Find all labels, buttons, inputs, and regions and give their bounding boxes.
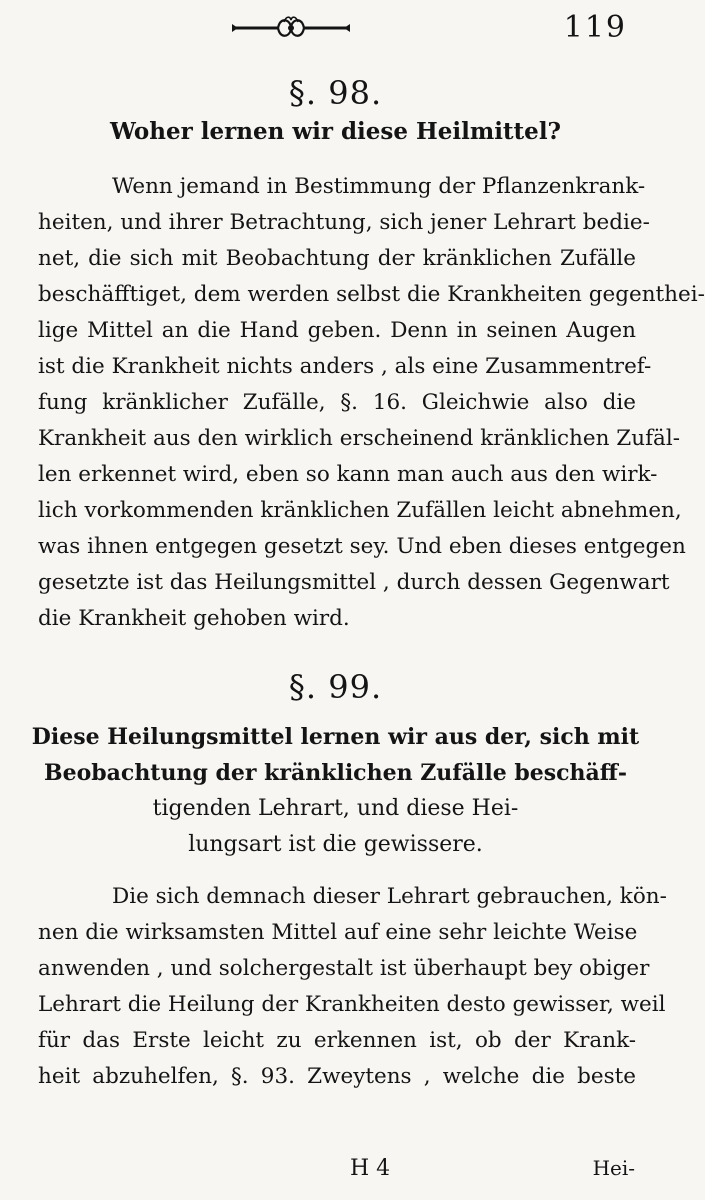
text-line: lige Mittel an die Hand geben. Denn in seinen Augen: [38, 318, 636, 343]
page-number: 119: [563, 10, 627, 45]
section-99-heading-line: tigenden Lehrart, und diese Hei-: [152, 796, 519, 821]
text-line: Krankheit aus den wirklich erscheinend kränklichen Zufäl-: [38, 426, 680, 451]
text-line: gesetzte ist das Heilungsmittel , durch dessen Gegenwart: [38, 570, 670, 595]
section-98-mark: §. 98.: [288, 74, 383, 112]
section-98-heading: Woher lernen wir diese Heilmittel?: [109, 118, 562, 145]
text-line: heiten, und ihrer Betrachtung, sich jener Lehrart bedie-: [38, 210, 650, 235]
text-line: die Krankheit gehoben wird.: [38, 606, 350, 631]
section-99-mark: §. 99.: [288, 668, 383, 706]
section-99-heading-line: Diese Heilungsmittel lernen wir aus der, sich mit: [31, 724, 640, 750]
text-line: heit abzuhelfen, §. 93. Zweytens , welche die beste: [38, 1064, 636, 1089]
text-line: ist die Krankheit nichts anders , als eine Zusammentref-: [38, 354, 652, 379]
text-line: Lehrart die Heilung der Krankheiten desto gewisser, weil: [38, 992, 666, 1017]
signature-mark: H 4: [350, 1156, 391, 1181]
text-line: beschäfftiget, dem werden selbst die Krankheiten gegenthei-: [38, 282, 705, 307]
text-line: fung kränklicher Zufälle, §. 16. Gleichwie also die: [38, 390, 636, 415]
text-line: net, die sich mit Beobachtung der kränklichen Zufälle: [38, 246, 636, 271]
text-line: nen die wirksamsten Mittel auf eine sehr leichte Weise: [38, 920, 638, 945]
section-99-heading-line: Beobachtung der kränklichen Zufälle beschäff-: [44, 760, 627, 786]
text-line: für das Erste leicht zu erkennen ist, ob der Krank-: [38, 1028, 636, 1053]
catchword: Hei-: [592, 1156, 635, 1180]
text-line: Wenn jemand in Bestimmung der Pflanzenkrank-: [112, 174, 646, 199]
text-line: Die sich demnach dieser Lehrart gebrauchen, kön-: [112, 884, 667, 909]
text-line: anwenden , und solchergestalt ist überhaupt bey obiger: [38, 956, 650, 981]
section-99-heading-line: lungsart ist die gewissere.: [188, 832, 483, 857]
text-line: lich vorkommenden kränklichen Zufällen leicht abnehmen,: [38, 498, 682, 523]
decorative-ornament-icon: [228, 14, 354, 42]
text-line: was ihnen entgegen gesetzt sey. Und eben dieses entgegen: [38, 534, 686, 559]
text-line: len erkennet wird, eben so kann man auch aus den wirk-: [38, 462, 658, 487]
